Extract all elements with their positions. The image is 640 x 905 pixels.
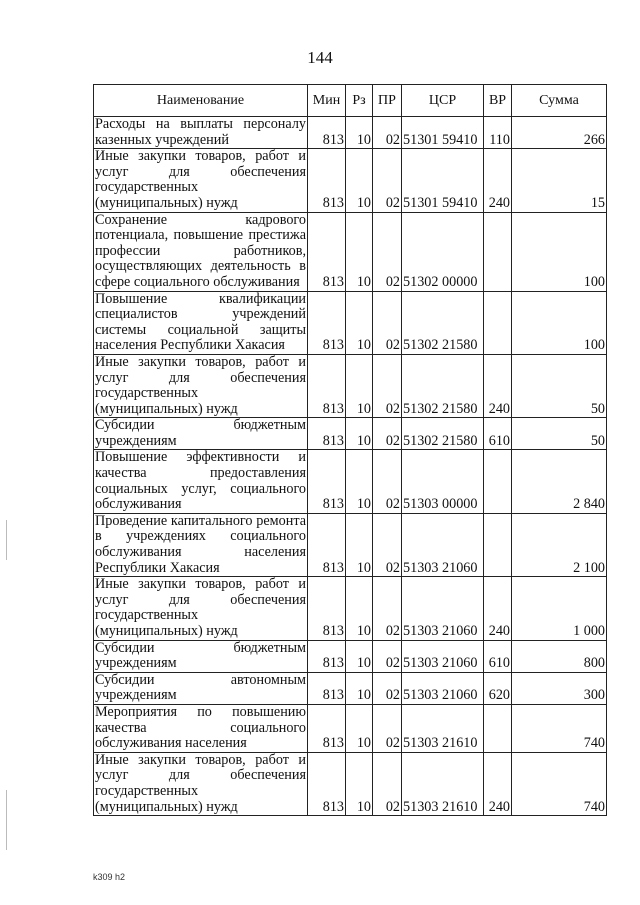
cell-sum: 300 — [512, 672, 607, 704]
cell-sum: 15 — [512, 149, 607, 212]
cell-name: Проведение капитального ремонта в учреждениях социального обслуживания населения Республики Хакасия — [95, 512, 306, 576]
cell-pr: 02 — [373, 577, 402, 640]
cell-sum: 50 — [512, 418, 607, 450]
column-header-pr: ПР — [373, 85, 402, 117]
cell-min: 813 — [308, 513, 346, 576]
cell-name: Субсидии автономным учреждениям — [95, 671, 306, 704]
cell-vr — [484, 513, 512, 576]
cell-rz: 10 — [346, 291, 373, 354]
cell-min: 813 — [308, 577, 346, 640]
column-header-name: Наименование — [94, 85, 308, 117]
cell-rz: 10 — [346, 450, 373, 513]
cell-sum: 2 100 — [512, 513, 607, 576]
scan-margin-mark — [6, 520, 7, 560]
cell-pr: 02 — [373, 704, 402, 752]
table-row — [94, 450, 607, 513]
cell-min: 813 — [308, 117, 346, 149]
cell-rz: 10 — [346, 513, 373, 576]
cell-pr: 02 — [373, 450, 402, 513]
cell-rz: 10 — [346, 418, 373, 450]
cell-vr: 240 — [484, 354, 512, 417]
cell-pr: 02 — [373, 354, 402, 417]
cell-pr: 02 — [373, 291, 402, 354]
cell-min: 813 — [308, 704, 346, 752]
cell-name: Сохранение кадрового потенциала, повышение престижа профессии работников, осуществляющих деятельность в сфере социального обслуживания — [95, 211, 306, 290]
table-row — [94, 513, 607, 576]
cell-pr: 02 — [373, 752, 402, 815]
cell-csr: 51301 59410 — [402, 149, 484, 212]
table-row — [94, 291, 607, 354]
cell-rz: 10 — [346, 672, 373, 704]
cell-vr — [484, 212, 512, 291]
cell-vr: 620 — [484, 672, 512, 704]
cell-vr: 610 — [484, 418, 512, 450]
cell-csr: 51303 21060 — [402, 672, 484, 704]
cell-pr: 02 — [373, 149, 402, 212]
cell-vr — [484, 450, 512, 513]
cell-rz: 10 — [346, 577, 373, 640]
cell-min: 813 — [308, 450, 346, 513]
cell-vr — [484, 291, 512, 354]
cell-vr: 240 — [484, 577, 512, 640]
table-row — [94, 354, 607, 417]
table-row — [94, 212, 607, 291]
cell-csr: 51303 21610 — [402, 752, 484, 815]
table-row — [94, 149, 607, 212]
table-row — [94, 577, 607, 640]
cell-csr: 51301 59410 — [402, 117, 484, 149]
cell-pr: 02 — [373, 212, 402, 291]
column-header-rz: Рз — [346, 85, 373, 117]
cell-rz: 10 — [346, 149, 373, 212]
column-header-csr: ЦСР — [402, 85, 484, 117]
cell-name: Мероприятия по повышению качества социального обслуживания населения — [95, 703, 306, 752]
cell-sum: 100 — [512, 212, 607, 291]
cell-name: Субсидии бюджетным учреждениям — [95, 639, 306, 672]
column-header-min: Мин — [308, 85, 346, 117]
cell-name: Расходы на выплаты персоналу казенных учреждений — [95, 116, 306, 148]
budget-table — [93, 84, 607, 816]
cell-name: Субсидии бюджетным учреждениям — [95, 417, 306, 449]
table-row — [94, 640, 607, 672]
cell-rz: 10 — [346, 640, 373, 672]
cell-sum: 740 — [512, 704, 607, 752]
cell-name: Иные закупки товаров, работ и услуг для обеспечения государственных (муниципальных) нужд — [95, 751, 306, 815]
cell-csr: 51303 21610 — [402, 704, 484, 752]
cell-name: Иные закупки товаров, работ и услуг для обеспечения государственных (муниципальных) нужд — [95, 353, 306, 417]
cell-min: 813 — [308, 418, 346, 450]
cell-min: 813 — [308, 752, 346, 815]
table-row — [94, 418, 607, 450]
cell-csr: 51302 21580 — [402, 418, 484, 450]
scan-margin-mark — [6, 790, 7, 850]
cell-min: 813 — [308, 640, 346, 672]
table-body — [94, 117, 607, 816]
cell-name: Повышение квалификации специалистов учреждений системы социальной защиты населения Республики Хакасия — [95, 290, 306, 354]
table-row — [94, 752, 607, 815]
cell-csr: 51303 21060 — [402, 640, 484, 672]
cell-pr: 02 — [373, 640, 402, 672]
table-row — [94, 672, 607, 704]
cell-pr: 02 — [373, 117, 402, 149]
cell-sum: 2 840 — [512, 450, 607, 513]
cell-csr: 51302 21580 — [402, 291, 484, 354]
column-header-sum: Сумма — [512, 85, 607, 117]
cell-min: 813 — [308, 149, 346, 212]
cell-min: 813 — [308, 212, 346, 291]
cell-sum: 800 — [512, 640, 607, 672]
cell-rz: 10 — [346, 354, 373, 417]
cell-name: Иные закупки товаров, работ и услуг для обеспечения государственных (муниципальных) нужд — [95, 576, 306, 639]
cell-min: 813 — [308, 672, 346, 704]
cell-vr: 110 — [484, 117, 512, 149]
cell-csr: 51302 21580 — [402, 354, 484, 417]
cell-vr: 240 — [484, 149, 512, 212]
cell-pr: 02 — [373, 672, 402, 704]
footer-code: k309 h2 — [93, 872, 126, 882]
cell-rz: 10 — [346, 704, 373, 752]
cell-name: Иные закупки товаров, работ и услуг для обеспечения государственных (муниципальных) нужд — [95, 148, 306, 211]
cell-vr: 240 — [484, 752, 512, 815]
column-header-vr: ВР — [484, 85, 512, 117]
cell-name: Повышение эффективности и качества предоставления социальных услуг, социального обслуживания — [95, 449, 306, 513]
cell-sum: 100 — [512, 291, 607, 354]
cell-csr: 51303 21060 — [402, 513, 484, 576]
page-number: 144 — [307, 48, 333, 67]
cell-sum: 50 — [512, 354, 607, 417]
cell-min: 813 — [308, 354, 346, 417]
cell-vr: 610 — [484, 640, 512, 672]
table-row — [94, 117, 607, 149]
table-row — [94, 704, 607, 752]
cell-csr: 51303 21060 — [402, 577, 484, 640]
cell-rz: 10 — [346, 117, 373, 149]
cell-min: 813 — [308, 291, 346, 354]
cell-pr: 02 — [373, 513, 402, 576]
cell-csr: 51302 00000 — [402, 212, 484, 291]
cell-sum: 740 — [512, 752, 607, 815]
cell-csr: 51303 00000 — [402, 450, 484, 513]
cell-rz: 10 — [346, 752, 373, 815]
cell-vr — [484, 704, 512, 752]
table-header-row — [94, 85, 607, 117]
cell-rz: 10 — [346, 212, 373, 291]
cell-sum: 266 — [512, 117, 607, 149]
cell-pr: 02 — [373, 418, 402, 450]
cell-sum: 1 000 — [512, 577, 607, 640]
